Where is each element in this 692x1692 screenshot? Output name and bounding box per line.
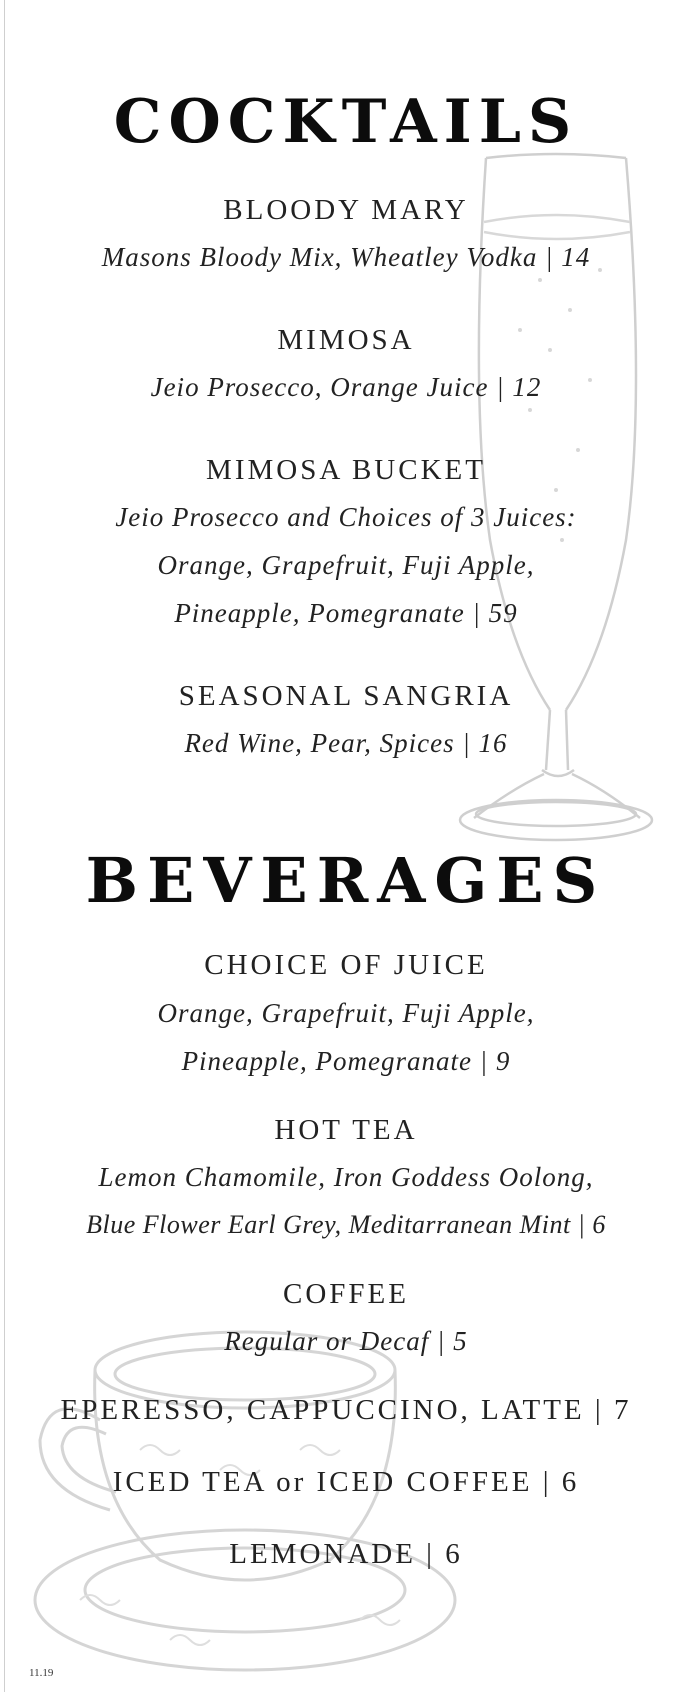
- beverages-title: BEVERAGES: [85, 844, 607, 917]
- item-desc-mimosa-bucket-3: Pineapple, Pomegranate | 59: [174, 598, 518, 628]
- item-desc-seasonal-sangria: Red Wine, Pear, Spices | 16: [184, 728, 508, 758]
- item-desc-bloody-mary: Masons Bloody Mix, Wheatley Vodka | 14: [101, 242, 591, 272]
- cocktails-title: COCKTAILS: [113, 87, 579, 157]
- item-name-choice-of-juice: CHOICE OF JUICE: [204, 949, 488, 981]
- item-desc-choice-of-juice-2: Pineapple, Pomegranate | 9: [181, 1046, 511, 1076]
- item-desc-coffee: Regular or Decaf | 5: [224, 1326, 468, 1356]
- item-desc-hot-tea-2: Blue Flower Earl Grey, Meditarranean Mint | 6: [86, 1210, 606, 1239]
- item-desc-mimosa: Jeio Prosecco, Orange Juice | 12: [150, 372, 542, 402]
- item-name-seasonal-sangria: SEASONAL SANGRIA: [178, 680, 514, 712]
- item-desc-mimosa-bucket-1: Jeio Prosecco and Choices of 3 Juices:: [115, 502, 577, 532]
- footer-code: 11.19: [29, 1667, 54, 1679]
- item-desc-choice-of-juice-1: Orange, Grapefruit, Fuji Apple,: [157, 998, 535, 1028]
- item-name-mimosa-bucket: MIMOSA BUCKET: [206, 454, 486, 486]
- item-name-bloody-mary: BLOODY MARY: [223, 194, 469, 226]
- item-name-espresso: EPERESSO, CAPPUCCINO, LATTE | 7: [60, 1394, 632, 1426]
- item-name-mimosa: MIMOSA: [277, 324, 415, 356]
- item-name-iced-tea: ICED TEA or ICED COFFEE | 6: [112, 1466, 580, 1498]
- item-name-hot-tea: HOT TEA: [274, 1114, 418, 1146]
- item-name-coffee: COFFEE: [283, 1278, 409, 1310]
- item-desc-hot-tea-1: Lemon Chamomile, Iron Goddess Oolong,: [98, 1162, 594, 1192]
- item-desc-mimosa-bucket-2: Orange, Grapefruit, Fuji Apple,: [157, 550, 535, 580]
- item-name-lemonade: LEMONADE | 6: [229, 1538, 463, 1570]
